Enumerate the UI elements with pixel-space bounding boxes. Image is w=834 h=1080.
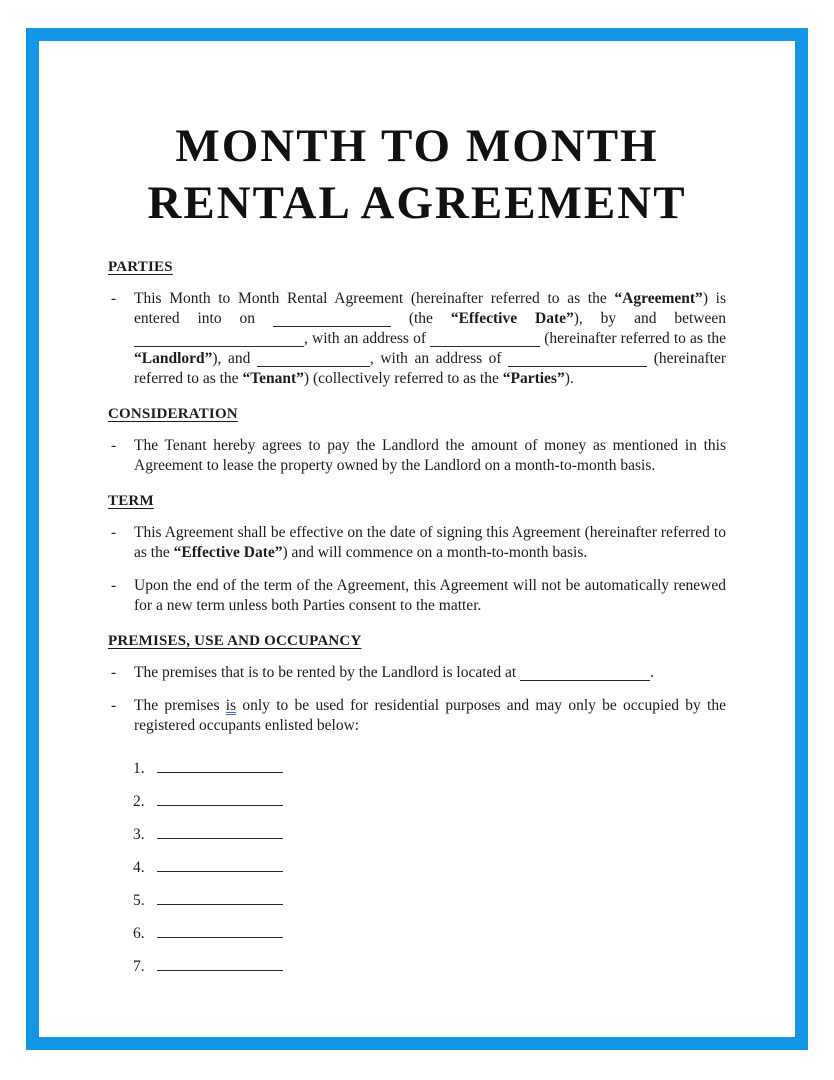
dash-bullet: - [111, 577, 117, 594]
occupant-number: 5. [133, 891, 145, 909]
text-segment: , with an address of [304, 330, 431, 347]
occupant-number: 2. [133, 792, 145, 810]
blank-occupant-3 [157, 822, 283, 839]
dash-bullet: - [111, 290, 117, 307]
dash-bullet: - [111, 437, 117, 454]
section-heading-term: TERM [108, 493, 154, 509]
dash-bullet: - [111, 697, 117, 714]
occupant-list [133, 756, 726, 974]
blank-occupant-1 [157, 756, 283, 773]
occupant-list-item [133, 822, 726, 842]
text-segment: The premises [134, 697, 226, 714]
term-clause-2 [108, 576, 726, 616]
text-segment: (hereinafter referred to as the [540, 330, 726, 347]
text-segment: . [650, 664, 654, 681]
bold-term-effective-date: “Effective Date” [173, 544, 283, 561]
occupant-number: 4. [133, 858, 145, 876]
occupant-list-item [133, 756, 726, 776]
occupant-list-item [133, 921, 726, 941]
blank-tenant-address [508, 351, 647, 368]
blank-landlord-name [134, 331, 304, 348]
dash-bullet: - [111, 664, 117, 681]
section-heading-parties: PARTIES [108, 259, 173, 275]
blank-occupant-4 [157, 855, 283, 872]
text-segment: , with an address of [369, 350, 509, 367]
blank-occupant-6 [157, 921, 283, 938]
text-segment: (the [390, 310, 451, 327]
blank-premises-address [520, 665, 650, 682]
bold-term-effective-date: “Effective Date” [450, 310, 574, 327]
occupant-number: 6. [133, 924, 145, 942]
occupant-list-item [133, 888, 726, 908]
blank-landlord-address [430, 331, 540, 348]
text-segment: ), and [212, 350, 257, 367]
parties-clause [108, 289, 726, 389]
term-clause-1 [108, 523, 726, 563]
text-segment: ) and will commence on a month-to-month basis. [282, 544, 588, 561]
document-title [108, 118, 726, 232]
blank-occupant-2 [157, 789, 283, 806]
occupant-list-item [133, 855, 726, 875]
occupant-number: 3. [133, 825, 145, 843]
bold-term-landlord: “Landlord” [134, 350, 213, 367]
premises-use-clause [108, 696, 726, 736]
document-title-line2: RENTAL AGREEMENT [147, 177, 687, 229]
occupant-number: 1. [133, 759, 145, 777]
bold-term-agreement: “Agreement” [614, 290, 703, 307]
premises-location-clause [108, 663, 726, 683]
section-heading-premises: PREMISES, USE AND OCCUPANCY [108, 633, 362, 649]
text-segment: ). [564, 370, 574, 387]
occupant-list-item [133, 789, 726, 809]
blank-occupant-5 [157, 888, 283, 905]
dash-bullet: - [111, 524, 117, 541]
bold-term-tenant: “Tenant” [242, 370, 304, 387]
text-segment: This Agreement shall be effective on the date of signing this Agreement (hereinafter referred to as the [134, 524, 726, 561]
text-segment: This Month to Month Rental Agreement (hereinafter referred to as the [134, 290, 615, 307]
blank-tenant-name [257, 351, 370, 368]
bold-term-parties: “Parties” [502, 370, 565, 387]
premises-use-clause-text [134, 696, 726, 736]
consideration-clause-text: The Tenant hereby agrees to pay the Landlord the amount of money as mentioned in this Agreement to lease the property owned by the Landlord on a month-to-month basis. [134, 437, 726, 474]
blank-effective-date [273, 311, 391, 328]
text-segment: only to be used for residential purposes and may only be occupied by the registered occupants enlisted below: [134, 697, 726, 734]
document-title-line1: MONTH TO MONTH [175, 120, 659, 172]
blank-occupant-7 [157, 954, 283, 971]
section-heading-consideration: CONSIDERATION [108, 406, 238, 422]
text-segment: ) is entered into on [134, 290, 726, 327]
text-segment: (hereinafter referred to as the [134, 350, 726, 387]
occupant-list-item [133, 954, 726, 974]
text-segment: ), by and between [573, 310, 726, 327]
grammar-flagged-word: is [225, 697, 237, 714]
occupant-number: 7. [133, 957, 145, 975]
parties-clause-text [134, 289, 726, 389]
document-body [108, 118, 726, 987]
term-clause-1-text [134, 523, 726, 563]
consideration-clause [108, 436, 726, 476]
premises-location-clause-text [134, 663, 726, 683]
text-segment: ) (collectively referred to as the [303, 370, 503, 387]
text-segment: The premises that is to be rented by the Landlord is located at [134, 664, 521, 681]
term-clause-2-text: Upon the end of the term of the Agreement, this Agreement will not be automatically renewed for a new term unless both Parties consent to the matter. [134, 577, 726, 614]
